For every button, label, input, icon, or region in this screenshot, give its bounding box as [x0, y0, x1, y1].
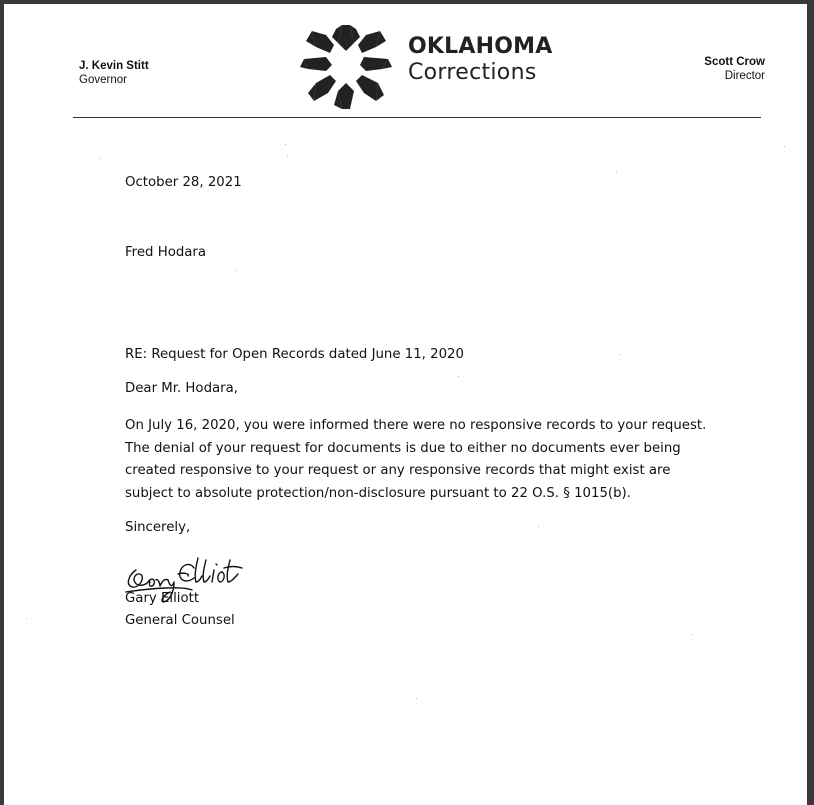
letter-body: [125, 415, 725, 505]
subject-line: RE: Request for Open Records dated June 11, 2020: [125, 347, 464, 362]
body-line: On July 16, 2020, you were informed there were no responsive records to your request.: [125, 418, 707, 433]
governor-name: J. Kevin Stitt: [79, 60, 149, 72]
director-name: Scott Crow: [704, 56, 765, 68]
letter-date: October 28, 2021: [125, 175, 242, 190]
signer-name: Gary Elliott: [125, 591, 200, 606]
logo-oklahoma: OKLAHOMA: [408, 34, 553, 59]
oklahoma-corrections-logo: [298, 21, 568, 111]
director-title: Director: [724, 70, 765, 82]
signer-title: General Counsel: [125, 613, 235, 628]
body-line: subject to absolute protection/non-disclosure pursuant to 22 O.S. § 1015(b).: [125, 485, 631, 501]
governor-block: [79, 59, 149, 87]
body-line: The denial of your request for documents is due to either no documents ever being: [125, 440, 681, 456]
body-line: created responsive to your request or any responsive records that might exist are: [125, 463, 671, 478]
salutation: Dear Mr. Hodara,: [125, 381, 238, 396]
closing: Sincerely,: [125, 520, 191, 535]
recipient-name: Fred Hodara: [125, 245, 207, 260]
logo-wordmark: [408, 34, 552, 86]
letterhead-divider: [73, 117, 761, 118]
governor-title: Governor: [79, 74, 127, 86]
director-block: [704, 55, 765, 83]
star-logo-icon: [298, 21, 394, 111]
letter-page: [4, 4, 807, 805]
logo-corrections: Corrections: [408, 60, 537, 85]
